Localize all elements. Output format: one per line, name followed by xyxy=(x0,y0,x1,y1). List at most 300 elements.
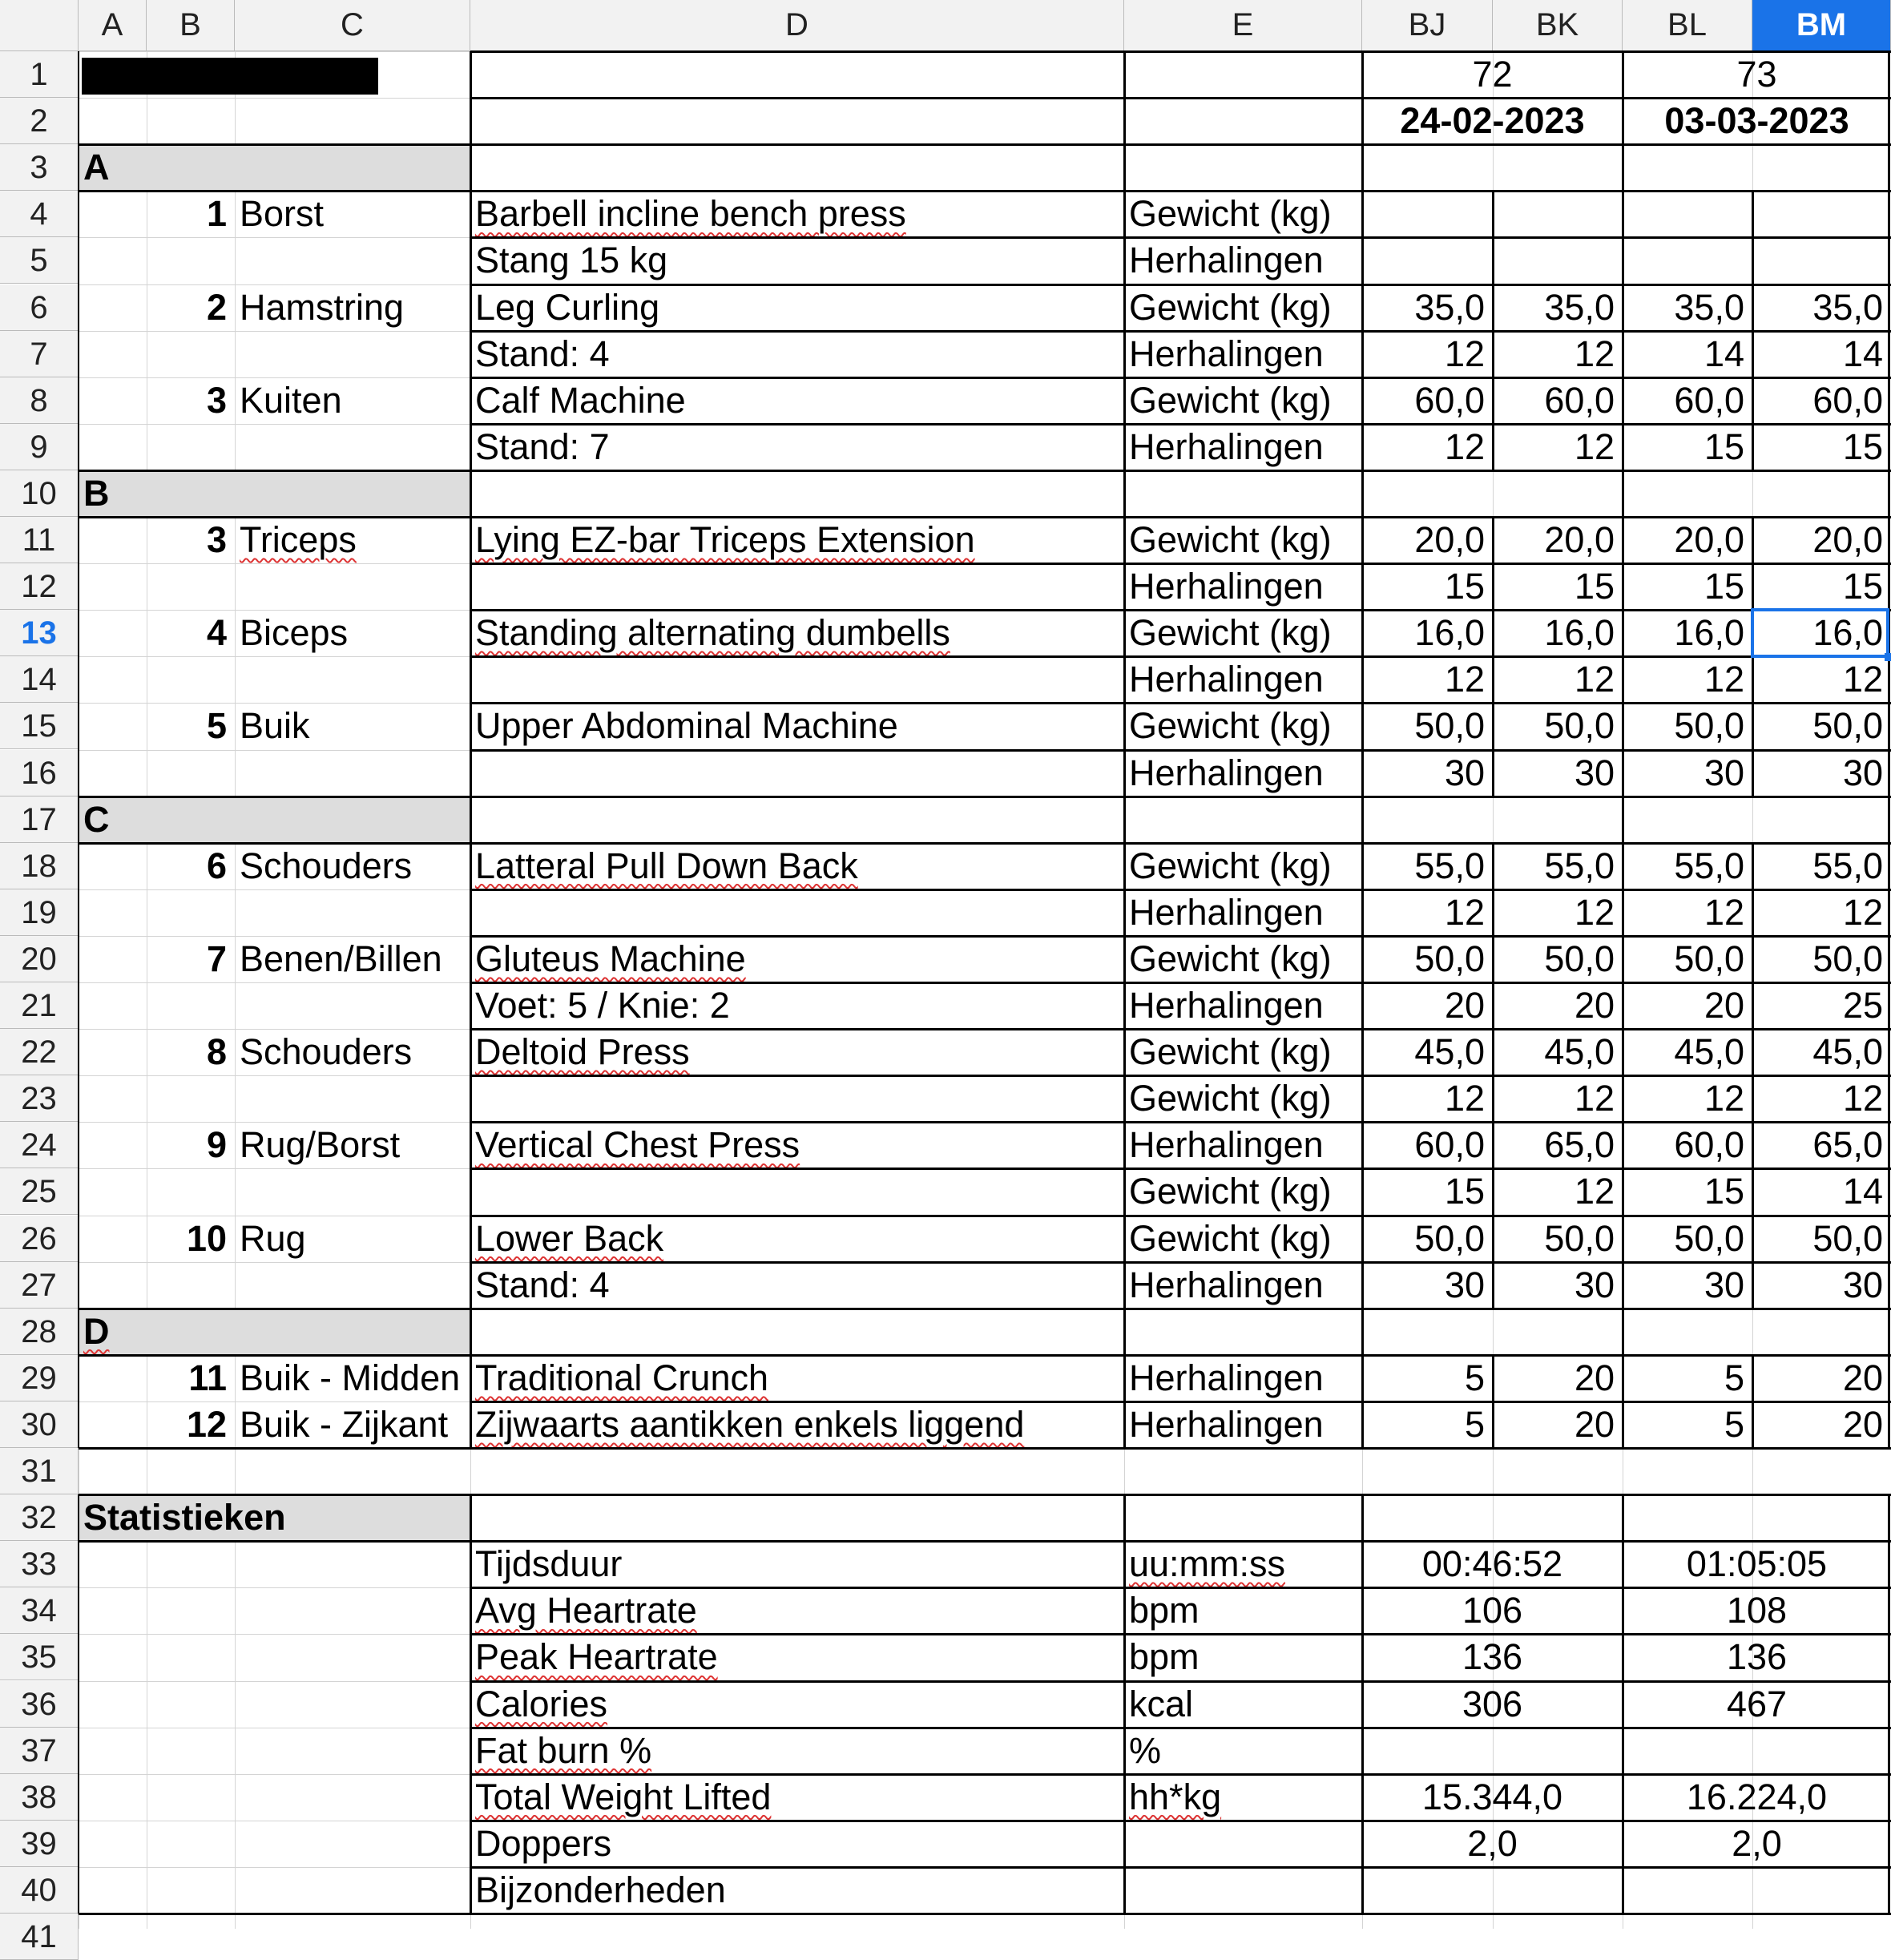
value-cell[interactable]: 55,0 xyxy=(1674,845,1744,886)
metric-label[interactable]: Herhalingen xyxy=(1129,240,1324,281)
row-header-15[interactable]: 15 xyxy=(0,703,79,749)
row-header-37[interactable]: 37 xyxy=(0,1728,79,1774)
value-cell[interactable]: 30 xyxy=(1704,752,1744,793)
value-cell[interactable]: 30 xyxy=(1704,1264,1744,1305)
metric-label[interactable]: Gewicht (kg) xyxy=(1129,705,1332,747)
value-cell[interactable]: 14 xyxy=(1704,333,1744,374)
stat-value-2[interactable]: 467 xyxy=(1726,1683,1788,1724)
cell-border xyxy=(1752,331,1754,377)
stat-name[interactable]: Avg Heartrate xyxy=(475,1590,697,1631)
value-cell[interactable]: 50,0 xyxy=(1674,1217,1744,1259)
value-cell[interactable] xyxy=(1493,191,1623,237)
metric-label[interactable]: Gewicht (kg) xyxy=(1129,612,1332,654)
value-cell[interactable]: 20 xyxy=(1574,1403,1615,1445)
cell-border xyxy=(470,1773,1891,1776)
value-cell[interactable]: 35,0 xyxy=(1544,286,1615,328)
stat-name[interactable]: Calories xyxy=(475,1683,608,1724)
value-cell[interactable]: 50,0 xyxy=(1414,1217,1485,1259)
stat-value-2[interactable] xyxy=(1623,1728,1891,1774)
value-cell[interactable]: 20 xyxy=(1444,985,1485,1026)
value-cell[interactable]: 15 xyxy=(1704,1171,1744,1212)
row-header-8[interactable]: 8 xyxy=(0,377,79,424)
stat-unit[interactable] xyxy=(1124,1821,1362,1867)
exercise-name[interactable]: Stand: 7 xyxy=(475,425,610,467)
cell-border xyxy=(1752,1029,1754,1075)
row-header-25[interactable]: 25 xyxy=(0,1168,79,1215)
cell-border xyxy=(1752,1355,1754,1401)
value-cell[interactable]: 50,0 xyxy=(1544,1217,1615,1259)
metric-label[interactable]: Gewicht (kg) xyxy=(1129,1217,1332,1259)
value-cell[interactable]: 45,0 xyxy=(1812,1031,1883,1073)
row-header-35[interactable]: 35 xyxy=(0,1634,79,1680)
row-header-24[interactable]: 24 xyxy=(0,1122,79,1168)
value-cell[interactable]: 50,0 xyxy=(1544,938,1615,979)
value-cell[interactable]: 50,0 xyxy=(1812,938,1883,979)
exercise-name[interactable]: Stang 15 kg xyxy=(475,240,668,281)
cell-border xyxy=(1492,517,1494,563)
row-header-31[interactable]: 31 xyxy=(0,1448,79,1494)
cell-border xyxy=(1492,563,1494,610)
stat-unit[interactable]: hh*kg xyxy=(1129,1776,1222,1817)
exercise-name[interactable]: Upper Abdominal Machine xyxy=(475,705,898,747)
muscle-group[interactable]: Benen/Billen xyxy=(240,938,442,979)
value-cell[interactable]: 14 xyxy=(1842,333,1883,374)
value-cell[interactable]: 60,0 xyxy=(1414,379,1485,421)
value-cell[interactable]: 25 xyxy=(1842,985,1883,1026)
fill-handle[interactable] xyxy=(1885,653,1891,661)
row-header-34[interactable]: 34 xyxy=(0,1587,79,1634)
metric-label[interactable]: Herhalingen xyxy=(1129,985,1324,1026)
value-cell[interactable]: 20,0 xyxy=(1544,519,1615,560)
cell-border xyxy=(1492,1262,1494,1309)
value-cell[interactable]: 12 xyxy=(1574,659,1615,700)
value-cell[interactable]: 15 xyxy=(1704,425,1744,467)
stat-value-1[interactable] xyxy=(1362,1867,1623,1914)
metric-label[interactable]: Herhalingen xyxy=(1129,1264,1324,1305)
row-header-36[interactable]: 36 xyxy=(0,1681,79,1728)
metric-label[interactable]: Gewicht (kg) xyxy=(1129,1031,1332,1073)
value-cell[interactable]: 45,0 xyxy=(1414,1031,1485,1073)
value-cell[interactable]: 50,0 xyxy=(1414,938,1485,979)
value-cell[interactable]: 55,0 xyxy=(1414,845,1485,886)
cell-border xyxy=(1752,377,1754,424)
muscle-group[interactable]: Borst xyxy=(240,193,325,235)
stat-value-2[interactable]: 136 xyxy=(1726,1636,1788,1678)
redacted-title-block xyxy=(82,58,378,95)
cell-border xyxy=(1752,1216,1754,1262)
section-header-stats[interactable]: Statistieken xyxy=(79,1494,470,1541)
value-cell[interactable]: 30 xyxy=(1444,1264,1485,1305)
row-header-6[interactable]: 6 xyxy=(0,284,79,331)
value-cell[interactable]: 20 xyxy=(1704,985,1744,1026)
value-cell[interactable]: 20,0 xyxy=(1414,519,1485,560)
metric-label[interactable]: Gewicht (kg) xyxy=(1129,845,1332,886)
row-header-14[interactable]: 14 xyxy=(0,656,79,703)
row-header-17[interactable]: 17 xyxy=(0,797,79,843)
value-cell[interactable]: 45,0 xyxy=(1674,1031,1744,1073)
exercise-number[interactable]: 12 xyxy=(186,1403,227,1445)
value-cell[interactable] xyxy=(1623,191,1752,237)
exercise-name[interactable]: Gluteus Machine xyxy=(475,938,746,979)
value-cell[interactable]: 14 xyxy=(1842,1171,1883,1212)
metric-label[interactable]: Herhalingen xyxy=(1129,1124,1324,1166)
cell-border xyxy=(470,144,472,191)
exercise-number[interactable]: 3 xyxy=(206,519,227,560)
exercise-name[interactable]: Vertical Chest Press xyxy=(475,1124,800,1166)
stat-value-2[interactable]: 16.224,0 xyxy=(1686,1776,1828,1817)
exercise-name[interactable]: Zijwaarts aantikken enkels liggend xyxy=(475,1403,1025,1445)
metric-label[interactable]: Herhalingen xyxy=(1129,891,1324,933)
value-cell[interactable]: 12 xyxy=(1842,1078,1883,1119)
value-cell[interactable]: 12 xyxy=(1842,659,1883,700)
exercise-name[interactable]: Deltoid Press xyxy=(475,1031,690,1073)
value-cell[interactable]: 16,0 xyxy=(1414,612,1485,654)
stat-unit[interactable] xyxy=(1124,1867,1362,1914)
metric-label[interactable]: Gewicht (kg) xyxy=(1129,519,1332,560)
value-cell[interactable]: 12 xyxy=(1444,659,1485,700)
exercise-name[interactable]: Calf Machine xyxy=(475,379,686,421)
exercise-number[interactable]: 9 xyxy=(206,1124,227,1166)
cell-border xyxy=(79,470,470,472)
muscle-group[interactable]: Buik xyxy=(240,705,310,747)
value-cell[interactable]: 45,0 xyxy=(1544,1031,1615,1073)
value-cell[interactable]: 12 xyxy=(1574,1078,1615,1119)
cell-border xyxy=(470,377,1891,379)
section-header-a[interactable]: A xyxy=(79,144,470,191)
value-cell[interactable]: 65,0 xyxy=(1812,1124,1883,1166)
metric-label[interactable]: Gewicht (kg) xyxy=(1129,193,1332,235)
value-cell[interactable]: 12 xyxy=(1574,891,1615,933)
value-cell[interactable]: 12 xyxy=(1704,891,1744,933)
value-cell[interactable]: 30 xyxy=(1842,752,1883,793)
exercise-number[interactable]: 4 xyxy=(206,612,227,654)
stat-unit[interactable]: uu:mm:ss xyxy=(1129,1543,1286,1585)
cell-border xyxy=(470,1215,1891,1217)
value-cell[interactable]: 12 xyxy=(1444,1078,1485,1119)
value-cell[interactable]: 5 xyxy=(1724,1403,1744,1445)
value-cell[interactable]: 20 xyxy=(1842,1357,1883,1398)
cell-border xyxy=(470,889,1891,891)
value-cell[interactable]: 20 xyxy=(1842,1403,1883,1445)
stat-name[interactable]: Bijzonderheden xyxy=(475,1869,726,1910)
value-cell[interactable]: 12 xyxy=(1574,333,1615,374)
stat-name[interactable]: Doppers xyxy=(475,1822,612,1864)
cell-border xyxy=(1361,1494,1364,1914)
row-header-26[interactable]: 26 xyxy=(0,1216,79,1262)
cell-border xyxy=(470,516,1891,518)
row-header-16[interactable]: 16 xyxy=(0,750,79,797)
session-number-2[interactable]: 73 xyxy=(1736,54,1777,95)
muscle-group[interactable]: Rug xyxy=(240,1217,306,1259)
exercise-name[interactable]: Lying EZ-bar Triceps Extension xyxy=(475,519,975,560)
row-header-39[interactable]: 39 xyxy=(0,1821,79,1867)
metric-label[interactable]: Herhalingen xyxy=(1129,752,1324,793)
value-cell[interactable]: 12 xyxy=(1444,333,1485,374)
exercise-number[interactable]: 7 xyxy=(206,938,227,979)
metric-label[interactable]: Herhalingen xyxy=(1129,1357,1324,1398)
cell-border xyxy=(1752,889,1754,936)
exercise-name[interactable]: Lower Back xyxy=(475,1217,664,1259)
column-header-bk[interactable]: BK xyxy=(1493,0,1623,51)
column-header-bm[interactable]: BM xyxy=(1752,0,1891,51)
metric-label[interactable]: Herhalingen xyxy=(1129,566,1324,607)
row-header-29[interactable]: 29 xyxy=(0,1355,79,1401)
cell-border xyxy=(79,1494,470,1496)
cell-border xyxy=(1492,750,1494,797)
value-cell[interactable]: 55,0 xyxy=(1812,845,1883,886)
row-header-21[interactable]: 21 xyxy=(0,982,79,1029)
column-header-e[interactable]: E xyxy=(1124,0,1362,51)
exercise-name[interactable]: Traditional Crunch xyxy=(475,1357,768,1398)
value-cell[interactable] xyxy=(1623,237,1752,284)
value-cell[interactable]: 12 xyxy=(1574,1171,1615,1212)
exercise-name[interactable]: Standing alternating dumbells xyxy=(475,612,950,654)
value-cell[interactable]: 35,0 xyxy=(1812,286,1883,328)
metric-label[interactable]: Herhalingen xyxy=(1129,425,1324,467)
value-cell[interactable]: 12 xyxy=(1444,425,1485,467)
stat-value-1[interactable]: 15.344,0 xyxy=(1421,1776,1563,1817)
metric-label[interactable]: Herhalingen xyxy=(1129,1403,1324,1445)
stat-unit[interactable]: kcal xyxy=(1129,1683,1194,1724)
cell-border xyxy=(470,1866,1891,1869)
value-cell[interactable]: 50,0 xyxy=(1812,705,1883,747)
stat-name[interactable]: Tijdsduur xyxy=(475,1543,623,1585)
cell-border xyxy=(470,1727,1891,1729)
cell-border xyxy=(1492,610,1494,656)
value-cell[interactable] xyxy=(1362,191,1493,237)
value-cell[interactable]: 50,0 xyxy=(1674,938,1744,979)
cell-border xyxy=(470,1168,1891,1170)
value-cell[interactable]: 50,0 xyxy=(1674,705,1744,747)
row-header-10[interactable]: 10 xyxy=(0,470,79,517)
cell-border xyxy=(470,1587,1891,1589)
metric-label[interactable]: Gewicht (kg) xyxy=(1129,286,1332,328)
row-header-3[interactable]: 3 xyxy=(0,144,79,191)
muscle-group[interactable]: Buik - Zijkant xyxy=(240,1403,449,1445)
stat-name[interactable]: Peak Heartrate xyxy=(475,1636,718,1678)
value-cell[interactable]: 50,0 xyxy=(1414,705,1485,747)
row-header-11[interactable]: 11 xyxy=(0,517,79,563)
metric-label[interactable]: Gewicht (kg) xyxy=(1129,1078,1332,1119)
metric-label[interactable]: Gewicht (kg) xyxy=(1129,379,1332,421)
muscle-group[interactable]: Rug/Borst xyxy=(240,1124,401,1166)
exercise-number[interactable]: 8 xyxy=(206,1031,227,1073)
value-cell[interactable]: 30 xyxy=(1574,752,1615,793)
value-cell[interactable]: 60,0 xyxy=(1674,1124,1744,1166)
value-cell[interactable]: 12 xyxy=(1444,891,1485,933)
metric-label[interactable]: Gewicht (kg) xyxy=(1129,1171,1332,1212)
value-cell[interactable] xyxy=(1752,237,1891,284)
cell-border xyxy=(470,1494,472,1914)
row-header-13[interactable]: 13 xyxy=(0,610,79,656)
cell-border xyxy=(1752,703,1754,749)
stat-unit[interactable]: bpm xyxy=(1129,1590,1200,1631)
value-cell[interactable]: 30 xyxy=(1444,752,1485,793)
row-header-41[interactable]: 41 xyxy=(0,1914,79,1960)
value-cell[interactable]: 16,0 xyxy=(1544,612,1615,654)
stat-name[interactable]: Fat burn % xyxy=(475,1729,652,1771)
value-cell[interactable]: 15 xyxy=(1842,566,1883,607)
muscle-group[interactable]: Schouders xyxy=(240,1031,413,1073)
exercise-number[interactable]: 5 xyxy=(206,705,227,747)
cell-border xyxy=(470,935,1891,938)
cell-border xyxy=(79,143,470,146)
value-cell[interactable]: 60,0 xyxy=(1674,379,1744,421)
stat-value-1[interactable]: 00:46:52 xyxy=(1421,1543,1563,1585)
exercise-number[interactable]: 6 xyxy=(206,845,227,886)
row-header-38[interactable]: 38 xyxy=(0,1774,79,1821)
session-number-1[interactable]: 72 xyxy=(1472,54,1513,95)
section-header-c[interactable]: C xyxy=(79,797,470,843)
exercise-number[interactable]: 3 xyxy=(206,379,227,421)
value-cell[interactable]: 20,0 xyxy=(1674,519,1744,560)
muscle-group[interactable]: Biceps xyxy=(240,612,349,654)
value-cell[interactable]: 65,0 xyxy=(1544,1124,1615,1166)
cell-border xyxy=(1492,1122,1494,1168)
metric-label[interactable]: Herhalingen xyxy=(1129,333,1324,374)
value-cell[interactable]: 15 xyxy=(1842,425,1883,467)
value-cell[interactable]: 30 xyxy=(1842,1264,1883,1305)
row-header-19[interactable]: 19 xyxy=(0,889,79,936)
value-cell[interactable]: 5 xyxy=(1464,1403,1485,1445)
row-header-1[interactable]: 1 xyxy=(0,51,79,98)
muscle-group[interactable]: Kuiten xyxy=(240,379,342,421)
value-cell[interactable]: 60,0 xyxy=(1812,379,1883,421)
cell-border xyxy=(470,284,1891,286)
exercise-number[interactable]: 1 xyxy=(206,193,227,235)
value-cell[interactable]: 20 xyxy=(1574,985,1615,1026)
stat-name[interactable]: Total Weight Lifted xyxy=(475,1776,772,1817)
cell-border xyxy=(79,1308,470,1310)
column-header-bj[interactable]: BJ xyxy=(1362,0,1493,51)
cell-border xyxy=(470,97,1891,99)
stat-unit[interactable]: bpm xyxy=(1129,1636,1200,1678)
muscle-group[interactable]: Hamstring xyxy=(240,286,405,328)
row-header-28[interactable]: 28 xyxy=(0,1309,79,1355)
value-cell[interactable]: 12 xyxy=(1574,425,1615,467)
stat-value-1[interactable]: 136 xyxy=(1462,1636,1523,1678)
exercise-number[interactable]: 10 xyxy=(186,1217,227,1259)
value-cell[interactable]: 55,0 xyxy=(1544,845,1615,886)
exercise-name[interactable]: Leg Curling xyxy=(475,286,660,328)
cell-border xyxy=(470,1633,1891,1635)
cell-border xyxy=(1492,889,1494,936)
cell-border xyxy=(78,51,79,1448)
value-cell[interactable]: 60,0 xyxy=(1544,379,1615,421)
column-header-bl[interactable]: BL xyxy=(1623,0,1752,51)
value-cell[interactable]: 60,0 xyxy=(1414,1124,1485,1166)
row-header-18[interactable]: 18 xyxy=(0,843,79,889)
value-cell[interactable]: 15 xyxy=(1444,1171,1485,1212)
value-cell[interactable]: 50,0 xyxy=(1812,1217,1883,1259)
row-header-40[interactable]: 40 xyxy=(0,1867,79,1914)
row-header-7[interactable]: 7 xyxy=(0,331,79,377)
row-header-5[interactable]: 5 xyxy=(0,237,79,284)
select-all-corner[interactable] xyxy=(0,0,79,51)
row-header-22[interactable]: 22 xyxy=(0,1029,79,1075)
value-cell[interactable]: 5 xyxy=(1464,1357,1485,1398)
exercise-number[interactable]: 2 xyxy=(206,286,227,328)
active-cell-cursor[interactable] xyxy=(1751,608,1889,658)
column-header-b[interactable]: B xyxy=(147,0,235,51)
stat-value-1[interactable]: 306 xyxy=(1462,1683,1523,1724)
stat-value-1[interactable]: 2,0 xyxy=(1467,1822,1518,1864)
section-header-b[interactable]: B xyxy=(79,470,470,517)
stat-value-2[interactable]: 01:05:05 xyxy=(1686,1543,1828,1585)
value-cell[interactable] xyxy=(1493,237,1623,284)
exercise-name[interactable]: Barbell incline bench press xyxy=(475,193,906,235)
stat-value-2[interactable]: 108 xyxy=(1726,1590,1788,1631)
value-cell[interactable]: 16,0 xyxy=(1674,612,1744,654)
row-header-30[interactable]: 30 xyxy=(0,1401,79,1448)
row-header-23[interactable]: 23 xyxy=(0,1075,79,1122)
value-cell[interactable]: 50,0 xyxy=(1544,705,1615,747)
muscle-group[interactable]: Schouders xyxy=(240,845,413,886)
cell-border xyxy=(470,236,1891,239)
stat-value-1[interactable]: 106 xyxy=(1462,1590,1523,1631)
value-cell[interactable]: 15 xyxy=(1704,566,1744,607)
row-header-4[interactable]: 4 xyxy=(0,191,79,237)
value-cell[interactable]: 20 xyxy=(1574,1357,1615,1398)
value-cell[interactable]: 35,0 xyxy=(1414,286,1485,328)
row-header-9[interactable]: 9 xyxy=(0,424,79,470)
cell-border xyxy=(1752,517,1754,563)
exercise-name[interactable]: Latteral Pull Down Back xyxy=(475,845,858,886)
exercise-name[interactable]: Stand: 4 xyxy=(475,333,610,374)
muscle-group[interactable]: Buik - Midden xyxy=(240,1357,461,1398)
column-header-a[interactable]: A xyxy=(79,0,147,51)
exercise-name[interactable]: Voet: 5 / Knie: 2 xyxy=(475,985,730,1026)
value-cell[interactable]: 30 xyxy=(1574,1264,1615,1305)
metric-label[interactable]: Herhalingen xyxy=(1129,659,1324,700)
value-cell[interactable]: 12 xyxy=(1704,659,1744,700)
section-header-d[interactable]: D xyxy=(79,1309,470,1355)
value-cell[interactable]: 12 xyxy=(1704,1078,1744,1119)
row-header-2[interactable]: 2 xyxy=(0,98,79,144)
stat-value-1[interactable] xyxy=(1362,1728,1623,1774)
value-cell[interactable]: 15 xyxy=(1444,566,1485,607)
muscle-group[interactable]: Triceps xyxy=(240,519,357,560)
session-date-1[interactable]: 24-02-2023 xyxy=(1400,100,1585,142)
row-header-12[interactable]: 12 xyxy=(0,563,79,610)
exercise-name[interactable]: Stand: 4 xyxy=(475,1264,610,1305)
value-cell[interactable]: 35,0 xyxy=(1674,286,1744,328)
value-cell[interactable] xyxy=(1362,237,1493,284)
value-cell[interactable]: 16,0 xyxy=(1812,612,1883,654)
row-header-27[interactable]: 27 xyxy=(0,1262,79,1309)
stat-unit[interactable]: % xyxy=(1129,1729,1162,1771)
cell-border xyxy=(470,982,1891,984)
cell-border xyxy=(1752,424,1754,470)
stat-value-2[interactable]: 2,0 xyxy=(1732,1822,1782,1864)
session-date-2[interactable]: 03-03-2023 xyxy=(1664,100,1849,142)
value-cell[interactable]: 12 xyxy=(1842,891,1883,933)
value-cell[interactable] xyxy=(1752,191,1891,237)
value-cell[interactable]: 15 xyxy=(1574,566,1615,607)
column-header-d[interactable]: D xyxy=(470,0,1124,51)
stat-value-2[interactable] xyxy=(1623,1867,1891,1914)
cell-border xyxy=(1123,1494,1126,1914)
row-header-33[interactable]: 33 xyxy=(0,1541,79,1587)
row-header-32[interactable]: 32 xyxy=(0,1494,79,1541)
metric-label[interactable]: Gewicht (kg) xyxy=(1129,938,1332,979)
row-header-20[interactable]: 20 xyxy=(0,936,79,982)
cell-border xyxy=(470,1075,1891,1077)
column-header-c[interactable]: C xyxy=(235,0,470,51)
value-cell[interactable]: 5 xyxy=(1724,1357,1744,1398)
exercise-number[interactable]: 11 xyxy=(188,1357,227,1398)
value-cell[interactable]: 20,0 xyxy=(1812,519,1883,560)
